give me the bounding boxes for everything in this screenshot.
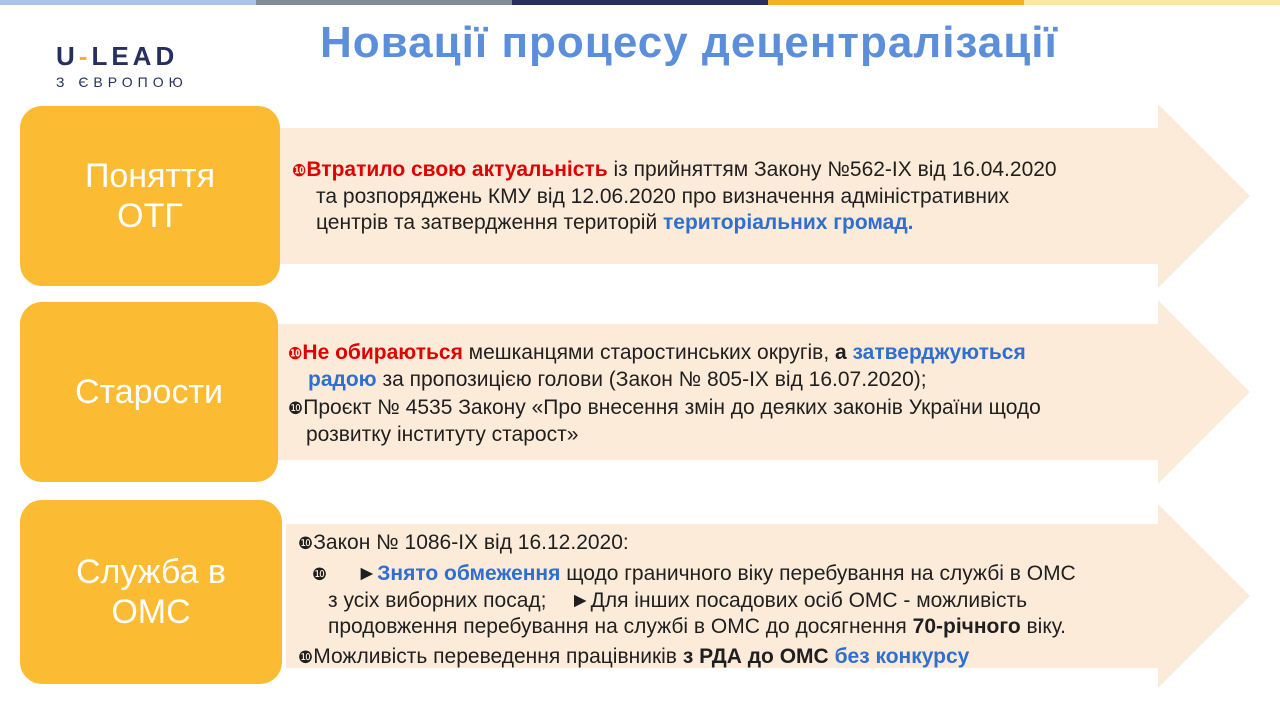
bullet-icon: ❿ [298, 534, 314, 553]
label-sluzhba: Служба в ОМС [75, 553, 226, 631]
label-box-otg [20, 106, 280, 286]
label-box-starosty [20, 302, 278, 482]
arrow-right-icon: ► [356, 562, 378, 585]
label-box-sluzhba [20, 500, 282, 684]
bullet-icon: ❿ [298, 648, 314, 667]
content-starosty: ❿Не обираються мешканцями старостинських округів, а затверджуються радою за пропозицією голови (Закон № 805-IX від 16.07.2020); ❿Проєкт № 4535 Закону «Про внесення змін до деяких законів України щодо розвитку інституту старост» [288, 341, 1041, 446]
label-otg: Поняття ОТГ [84, 157, 216, 235]
logo-main-text: U-LEAD [56, 41, 179, 71]
bullet-icon: ❿ [312, 565, 328, 584]
u-lead-logo [56, 42, 188, 90]
logo-subtitle: З ЄВРОПОЮ [56, 74, 188, 90]
bullet-icon: ❿ [288, 399, 304, 418]
content-otg: ❿Втратило свою актуальність із прийняттям Закону №562-IX від 16.04.2020 та розпоряджень КМУ від 12.06.2020 про визначення адміністративних центрів та затвердження територій територіальних громад. [292, 158, 1057, 234]
top-color-bar [0, 0, 1280, 5]
bullet-icon: ❿ [288, 344, 303, 363]
content-sluzhba: ❿Закон № 1086-IX від 16.12.2020: ❿ ►Знято обмеження щодо граничного віку перебування на службі в ОМС з усіх виборних посад; ►Для інших посадових осіб ОМС - можливість продовження перебування на службі в ОМС до досягнення 70-річного віку. ❿Можливість переведення працівників з РДА до ОМС без конкурсу [298, 531, 1076, 668]
label-starosty: Старости [74, 373, 224, 411]
arrow-right-icon: ► [569, 589, 591, 612]
bullet-icon: ❿ [292, 161, 307, 180]
slide-title: Новації процесу децентралізації [320, 18, 1058, 67]
